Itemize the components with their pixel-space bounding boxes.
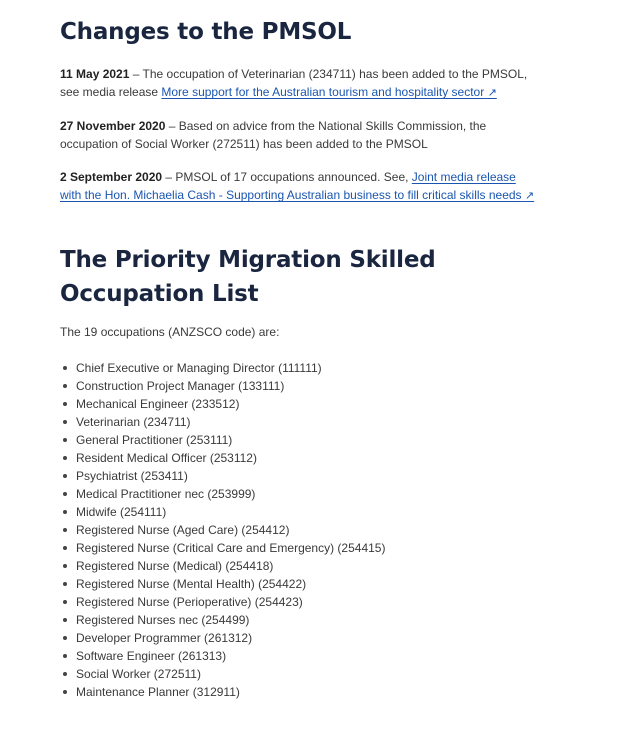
- list-item: Software Engineer (261313): [76, 647, 540, 665]
- list-item: Psychiatrist (253411): [76, 467, 540, 485]
- list-item: Maintenance Planner (312911): [76, 683, 540, 701]
- media-release-link[interactable]: [161, 85, 496, 99]
- link-text: Joint media release with the Hon. Michaelia Cash - Supporting Australian business to fill critical skills needs: [60, 170, 522, 202]
- list-heading: The Priority Migration Skilled Occupation List: [60, 247, 436, 307]
- change-date: 2 September 2020: [60, 170, 163, 184]
- list-item: Resident Medical Officer (253112): [76, 449, 540, 467]
- change-date: 27 November 2020: [60, 119, 166, 133]
- list-item: Chief Executive or Managing Director (111111): [76, 359, 540, 377]
- list-item: Registered Nurse (Mental Health) (254422): [76, 575, 540, 593]
- list-item: General Practitioner (253111): [76, 431, 540, 449]
- list-item: Medical Practitioner nec (253999): [76, 485, 540, 503]
- list-item: Social Worker (272511): [76, 665, 540, 683]
- list-item: Veterinarian (234711): [76, 413, 540, 431]
- change-entry-2: [60, 117, 540, 153]
- change-entry-1: [60, 65, 540, 102]
- list-item: Registered Nurse (Medical) (254418): [76, 557, 540, 575]
- changes-heading: Changes to the PMSOL: [60, 19, 352, 45]
- list-item: Mechanical Engineer (233512): [76, 395, 540, 413]
- list-item: Registered Nurses nec (254499): [76, 611, 540, 629]
- list-item: Registered Nurse (Perioperative) (254423): [76, 593, 540, 611]
- external-link-icon: ↗: [524, 190, 535, 202]
- list-item: Developer Programmer (261312): [76, 629, 540, 647]
- change-text: – PMSOL of 17 occupations announced. See,: [162, 170, 412, 184]
- list-item: Midwife (254111): [76, 503, 540, 521]
- change-entry-3: [60, 168, 540, 205]
- list-intro: The 19 occupations (ANZSCO code) are:: [60, 325, 280, 339]
- list-item: Registered Nurse (Critical Care and Emergency) (254415): [76, 539, 540, 557]
- list-item: Construction Project Manager (133111): [76, 377, 540, 395]
- change-date: 11 May 2021: [60, 67, 130, 81]
- list-item: Registered Nurse (Aged Care) (254412): [76, 521, 540, 539]
- external-link-icon: ↗: [487, 87, 497, 99]
- occupation-list: [60, 359, 540, 701]
- change-text: – The occupation of Veterinarian (234711) has been added to the PMSOL, see media release: [60, 67, 528, 99]
- link-text: More support for the Australian tourism and hospitality sector: [161, 85, 485, 99]
- change-text: – Based on advice from the National Skills Commission, the occupation of Social Worker (272511) has been added to the PMSOL: [60, 119, 487, 151]
